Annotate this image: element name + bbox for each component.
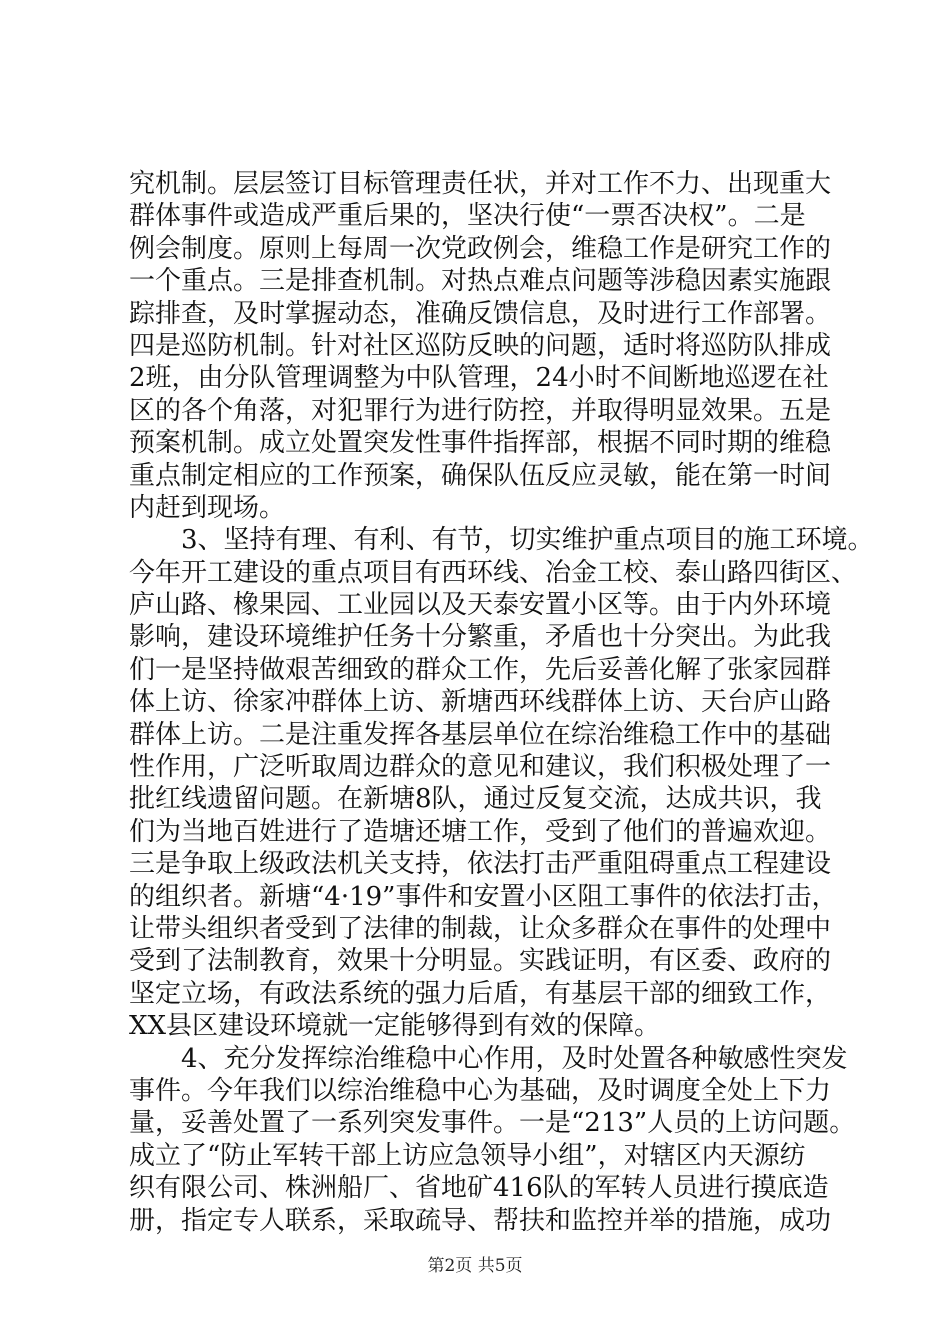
- text-line: 区的各个角落，对犯罪行为进行防控，并取得明显效果。五是: [129, 395, 832, 426]
- paragraph-start-line: 4、充分发挥综治维稳中心作用，及时处置各种敏感性突发: [129, 1043, 848, 1074]
- text-line: 册，指定专人联系，采取疏导、帮扶和监控并举的措施，成功: [129, 1205, 832, 1236]
- page-number-footer: 第2页 共5页: [427, 1256, 523, 1276]
- text-line: 今年开工建设的重点项目有西环线、冶金工校、泰山路四街区、: [129, 557, 858, 588]
- text-line: 三是争取上级政法机关支持，依法打击严重阻碍重点工程建设: [129, 849, 832, 880]
- text-line: 事件。今年我们以综治维稳中心为基础，及时调度全处上下力: [129, 1075, 832, 1106]
- text-line: 群体事件或造成严重后果的，坚决行使“一票否决权”。二是: [129, 201, 806, 232]
- text-line: 坚定立场，有政法系统的强力后盾，有基层干部的细致工作，: [129, 978, 832, 1009]
- text-line: 的组织者。新塘“4·19”事件和安置小区阻工事件的依法打击，: [129, 881, 838, 912]
- text-line: 一个重点。三是排查机制。对热点难点问题等涉稳因素实施跟: [129, 266, 832, 297]
- text-line: 2班，由分队管理调整为中队管理，24小时不间断地巡逻在社: [129, 363, 829, 394]
- text-line: 让带头组织者受到了法律的制裁，让众多群众在事件的处理中: [129, 913, 832, 944]
- text-line: 们一是坚持做艰苦细致的群众工作，先后妥善化解了张家园群: [129, 654, 832, 685]
- text-line: 影响，建设环境维护任务十分繁重，矛盾也十分突出。为此我: [129, 622, 832, 653]
- text-line: 庐山路、橡果园、工业园以及天泰安置小区等。由于内外环境: [129, 590, 832, 621]
- text-line: 内赶到现场。: [129, 492, 286, 523]
- text-line: 重点制定相应的工作预案，确保队伍反应灵敏，能在第一时间: [129, 460, 832, 491]
- text-line: 织有限公司、株洲船厂、省地矿416队的军转人员进行摸底造: [129, 1173, 829, 1204]
- paragraph-start-line: 3、坚持有理、有利、有节，切实维护重点项目的施工环境。: [129, 525, 874, 556]
- text-line: 成立了“防止军转干部上访应急领导小组”，对辖区内天源纺: [129, 1140, 806, 1171]
- text-line: 究机制。层层签订目标管理责任状，并对工作不力、出现重大: [129, 169, 832, 199]
- text-line: 量，妥善处置了一系列突发事件。一是“213”人员的上访问题。: [129, 1108, 856, 1139]
- text-line: 受到了法制教育，效果十分明显。实践证明，有区委、政府的: [129, 946, 832, 977]
- body-text: [129, 168, 874, 1237]
- text-line: 群体上访。二是注重发挥各基层单位在综治维稳工作中的基础: [129, 719, 832, 750]
- text-line: 例会制度。原则上每周一次党政例会，维稳工作是研究工作的: [129, 233, 832, 264]
- text-line: 踪排查，及时掌握动态，准确反馈信息，及时进行工作部署。: [129, 298, 832, 329]
- text-line: 四是巡防机制。针对社区巡防反映的问题，适时将巡防队排成: [129, 330, 832, 361]
- text-line: XX县区建设环境就一定能够得到有效的保障。: [129, 1011, 661, 1042]
- text-line: 预案机制。成立处置突发性事件指挥部，根据不同时期的维稳: [129, 428, 832, 459]
- text-line: 批红线遗留问题。在新塘8队，通过反复交流，达成共识，我: [129, 784, 822, 815]
- text-line: 们为当地百姓进行了造塘还塘工作，受到了他们的普遍欢迎。: [129, 816, 832, 847]
- text-line: 性作用，广泛听取周边群众的意见和建议，我们积极处理了一: [129, 752, 832, 783]
- text-line: 体上访、徐家冲群体上访、新塘西环线群体上访、天台庐山路: [129, 687, 832, 718]
